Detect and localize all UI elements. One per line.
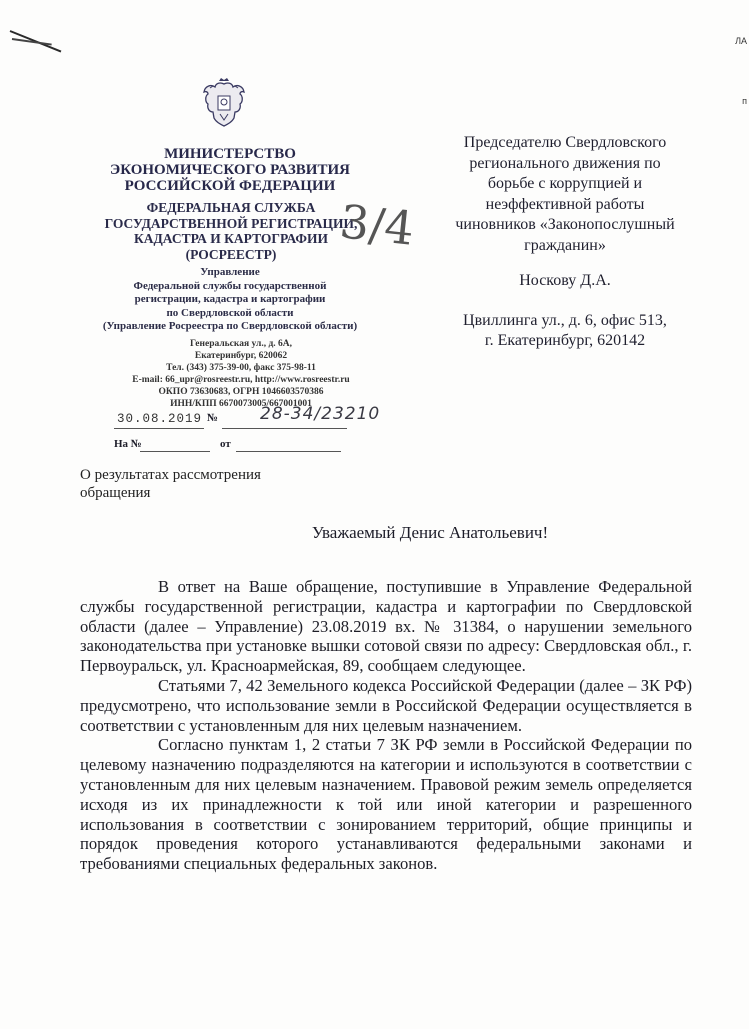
coat-of-arms-icon xyxy=(200,78,248,132)
divider xyxy=(114,428,204,429)
edge-mark: ЛА xyxy=(735,36,747,46)
department-name: Управление Федеральной службы государственной регистрации, кадастра и картографии по Свердловской области (Управление Росреестра по Свердловской области) xyxy=(102,266,358,332)
number-label: № xyxy=(207,412,219,424)
handwritten-mark: 3/4 xyxy=(337,194,417,256)
addressee-name: Носкову Д.А. xyxy=(519,272,611,289)
edge-mark: п xyxy=(742,96,747,106)
paragraph: Согласно пунктам 1, 2 статьи 7 ЗК РФ земли в Российской Федерации по целевому назначению подразделяются на категории и используются в соответствии с установленным для них целевым назначением. Правовой режим земель определяется исходя из их принадлежности к той или иной категории и разрешенного использования в соответствии с зонированием территорий, общие принципы и порядок проведения которого устанавливаются федеральными законами и требованиями специальных федеральных законов. xyxy=(80,735,692,874)
addressee-address: Цвиллинга ул., д. 6, офис 513, г. Екатеринбург, 620142 xyxy=(463,312,667,349)
divider xyxy=(236,451,341,452)
paragraph: В ответ на Ваше обращение, поступившие в Управление Федеральной службы государственной регистрации, кадастра и картографии по Свердловской области (далее – Управление) 23.08.2019 вх. № 31384, о нарушении земельного законодательства при установке вышки сотовой связи по адресу: Свердловская обл., г. Первоуральск, ул. Красноармейская, 89, сообщаем следующее. xyxy=(80,577,692,676)
divider xyxy=(140,451,210,452)
reply-to-label: На № xyxy=(114,438,142,450)
ministry-title: МИНИСТЕРСТВО ЭКОНОМИЧЕСКОГО РАЗВИТИЯ РОССИЙСКОЙ ФЕДЕРАЦИИ xyxy=(110,146,350,194)
registration-number: 28-34/23210 xyxy=(260,404,381,424)
divider xyxy=(222,428,347,429)
contact-block: Генеральская ул., д. 6А, Екатеринбург, 620062 Тел. (343) 375-39-00, факс 375-98-11 E-mail: 66_upr@rosreestr.ru, http://www.rosreestr.ru ОКПО 73630683, ОГРН 1046603570386 ИНН/КПП 6670073005/667001001 xyxy=(132,339,350,409)
letter-body xyxy=(80,577,692,874)
from-label: от xyxy=(220,438,231,450)
greeting: Уважаемый Денис Анатольевич! xyxy=(311,523,549,542)
letter-subject: О результатах рассмотрения обращения xyxy=(80,467,261,501)
addressee-position: Председателю Свердловского регионального движения по борьбе с коррупцией и неэффективной работы чиновников «Законопослушный гражданин» xyxy=(455,134,675,254)
service-title: ФЕДЕРАЛЬНАЯ СЛУЖБА ГОСУДАРСТВЕННОЙ РЕГИСТРАЦИИ, КАДАСТРА И КАРТОГРАФИИ (РОСРЕЕСТР) xyxy=(104,200,358,262)
registration-date: 30.08.2019 xyxy=(117,412,203,426)
paragraph: Статьями 7, 42 Земельного кодекса Российской Федерации (далее – ЗК РФ) предусмотрено, что использование земли в Российской Федерации осуществляется в соответствии с установленным для них целевым назначением. xyxy=(80,675,692,735)
